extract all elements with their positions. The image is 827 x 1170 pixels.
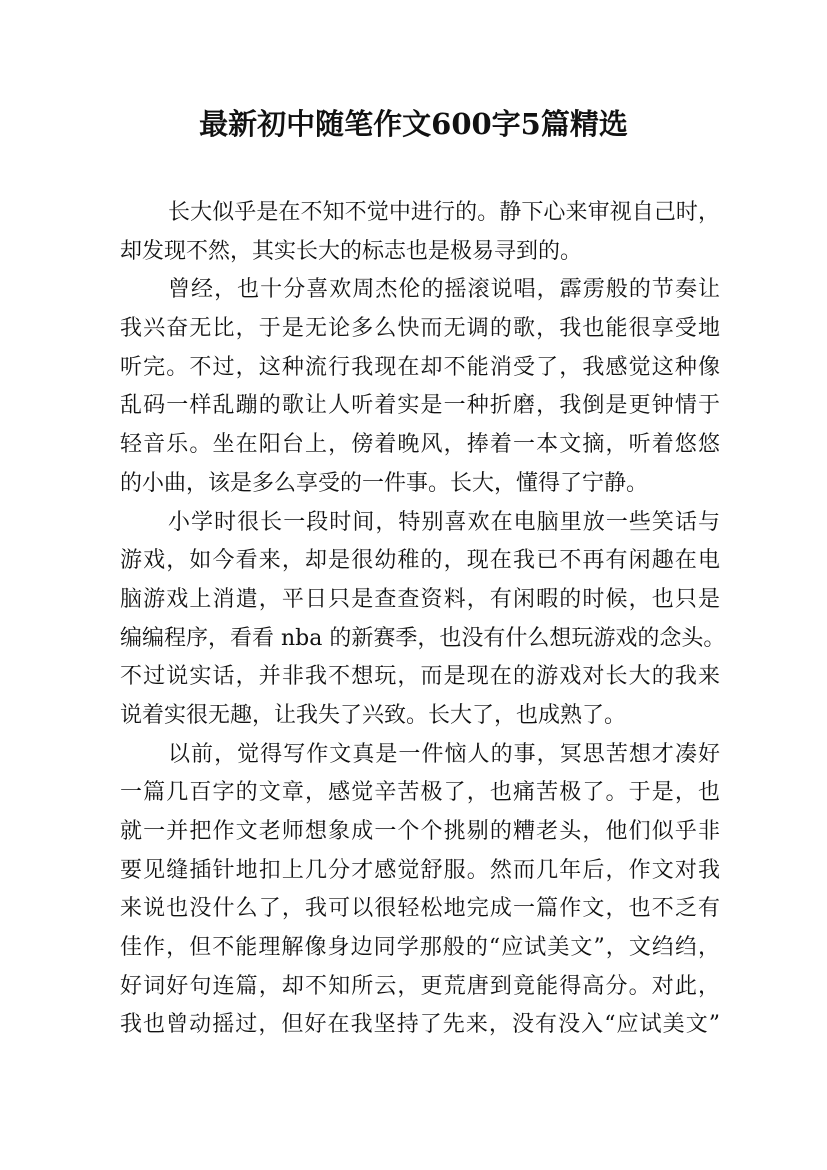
text-line: 就一并把作文老师想象成一个个挑剔的糟老头，他们似乎非 xyxy=(120,819,720,844)
text-line: 曾经，也十分喜欢周杰伦的摇滚说唱，霹雳般的节奏让 xyxy=(168,277,720,303)
document-title: 最新初中随笔作文600字5篇精选 xyxy=(199,107,628,141)
text-line: 我也曾动摇过，但好在我坚持了先来，没有没入“应试美文” xyxy=(120,1012,720,1038)
text-line: 以前，觉得写作文真是一件恼人的事，冥思苦想才凑好 xyxy=(168,741,720,767)
text-line: 说着实很无趣，让我失了兴致。长大了，也成熟了。 xyxy=(120,702,627,728)
paragraph xyxy=(120,271,720,503)
text-line: 脑游戏上消遣，平日只是查查资料，有闲暇的时候，也只是 xyxy=(120,586,720,612)
paragraph xyxy=(120,736,720,1046)
text-line: 却发现不然，其实长大的标志也是极易寻到的。 xyxy=(120,238,583,264)
document-body xyxy=(120,194,726,1045)
text-line: 一篇几百字的文章，感觉辛苦极了，也痛苦极了。于是，也 xyxy=(120,780,720,806)
paragraph xyxy=(120,194,720,271)
text-line: 的小曲，该是多么享受的一件事。长大，懂得了宁静。 xyxy=(120,470,649,496)
text-line: 不过说实话，并非我不想玩，而是现在的游戏对长大的我来 xyxy=(120,664,720,690)
text-line: 要见缝插针地扣上几分才感觉舒服。然而几年后，作文对我 xyxy=(120,857,720,883)
text-line: 好词好句连篇，却不知所云，更荒唐到竟能得高分。对此， xyxy=(120,973,720,999)
text-line: 佳作，但不能理解像身边同学那般的“应试美文”，文绉绉， xyxy=(120,935,720,961)
text-line: 我兴奋无比，于是无论多么快而无调的歌，我也能很享受地 xyxy=(120,316,720,342)
text-line: 乱码一样乱蹦的歌让人听着实是一种折磨，我倒是更钟情于 xyxy=(120,393,720,419)
text-line: 来说也没什么了，我可以很轻松地完成一篇作文，也不乏有 xyxy=(120,896,720,922)
text-line: 听完。不过，这种流行我现在却不能消受了，我感觉这种像 xyxy=(120,354,720,380)
text-line: 小学时很长一段时间，特别喜欢在电脑里放一些笑话与 xyxy=(168,509,720,535)
text-line: 游戏，如今看来，却是很幼稚的，现在我已不再有闲趣在电 xyxy=(120,548,720,574)
text-line: 编编程序，看看 nba 的新赛季，也没有什么想玩游戏的念头。 xyxy=(120,625,726,651)
paragraph xyxy=(120,504,726,736)
text-line: 长大似乎是在不知不觉中进行的。静下心来审视自己时， xyxy=(168,200,720,225)
text-line: 轻音乐。坐在阳台上，傍着晚风，捧着一本文摘，听着悠悠 xyxy=(120,432,720,458)
